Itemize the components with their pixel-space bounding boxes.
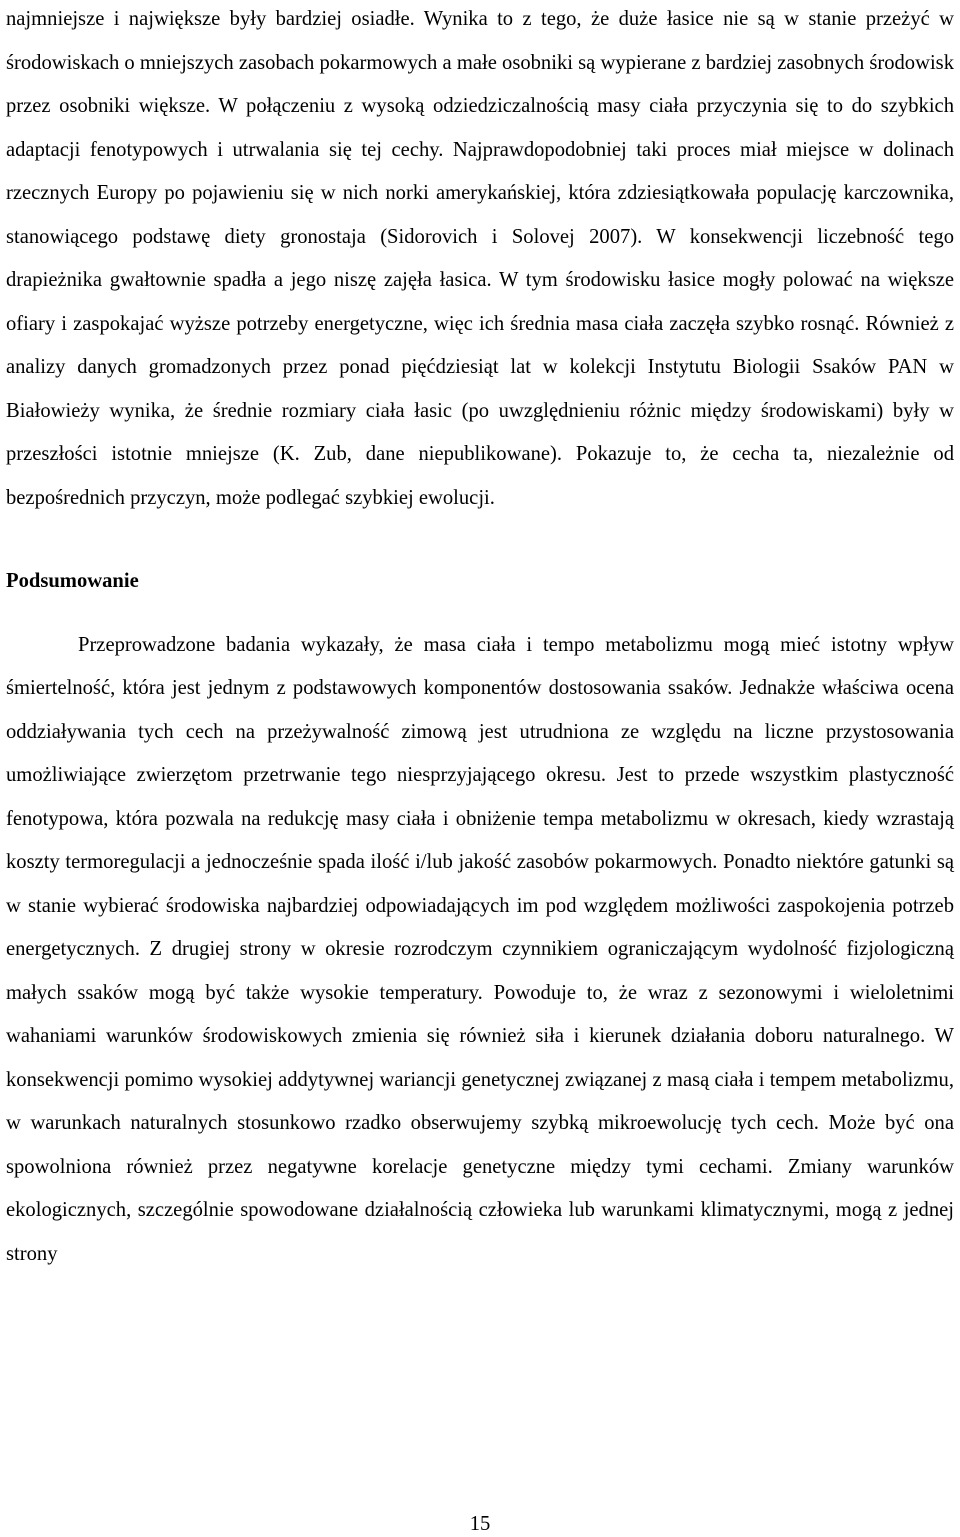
- section-heading: Podsumowanie: [6, 570, 139, 592]
- document-page: [6, 0, 954, 1276]
- summary-paragraph: Przeprowadzone badania wykazały, że masa ciała i tempo metabolizmu mogą mieć istotny wpływ śmiertelność, która jest jednym z podstawowych komponentów dostosowania ssaków. Jednakże właściwa ocena oddziaływania tych cech na przeżywalność zimową jest utrudniona ze względu na liczne przystosowania umożliwiające zwierzętom przetrwanie tego niesprzyjającego okresu. Jest to przede wszystkim plastyczność fenotypowa, która pozwala na redukcję masy ciała i obniżenie tempa metabolizmu w okresach, kiedy wzrastają koszty termoregulacji a jednocześnie spada ilość i/lub jakość zasobów pokarmowych. Ponadto niektóre gatunki są w stanie wybierać środowiska najbardziej odpowiadających im pod względem możliwości zaspokojenia potrzeb energetycznych. Z drugiej strony w okresie rozrodczym czynnikiem ograniczającym wydolność fizjologiczną małych ssaków mogą być także wysokie temperatury. Powoduje to, że wraz z sezonowymi i wieloletnimi wahaniami warunków środowiskowych zmienia się również siła i kierunek działania doboru naturalnego. W konsekwencji pomimo wysokiej addytywnej wariancji genetycznej związanej z masą ciała i tempem metabolizmu, w warunkach naturalnych stosunkowo rzadko obserwujemy szybką mikroewolucję tych cech. Może być ona spowolniona również przez negatywne korelacje genetyczne między tymi cechami. Zmiany warunków ekologicznych, szczególnie spowodowane działalnością człowieka lub warunkami klimatycznymi, mogą z jednej strony: [6, 633, 954, 1265]
- body-paragraph: najmniejsze i największe były bardziej osiadłe. Wynika to z tego, że duże łasice nie są w stanie przeżyć w środowiskach o mniejszych zasobach pokarmowych a małe osobniki są wypierane z bardziej zasobnych środowisk przez osobniki większe. W połączeniu z wysoką odziedziczalnością masy ciała przyczynia się to do szybkich adaptacji fenotypowych i utrwalania się tej cechy. Najprawdopodobniej taki proces miał miejsce w dolinach rzecznych Europy po pojawieniu się w nich norki amerykańskiej, która zdziesiątkowała populację karczownika, stanowiącego podstawę diety gronostaja (Sidorovich i Solovej 2007). W konsekwencji liczebność tego drapieżnika gwałtownie spadła a jego niszę zajęła łasica. W tym środowisku łasice mogły polować na większe ofiary i zaspokajać wyższe potrzeby energetyczne, więc ich średnia masa ciała zaczęła szybko rosnąć. Również z analizy danych gromadzonych przez ponad pięćdziesiąt lat w kolekcji Instytutu Biologii Ssaków PAN w Białowieży wynika, że średnie rozmiary ciała łasic (po uwzględnieniu różnic między środowiskami) były w przeszłości istotnie mniejsze (K. Zub, dane niepublikowane). Pokazuje to, że cecha ta, niezależnie od bezpośrednich przyczyn, może podlegać szybkiej ewolucji.: [6, 8, 954, 509]
- page-number: 15: [469, 1513, 491, 1535]
